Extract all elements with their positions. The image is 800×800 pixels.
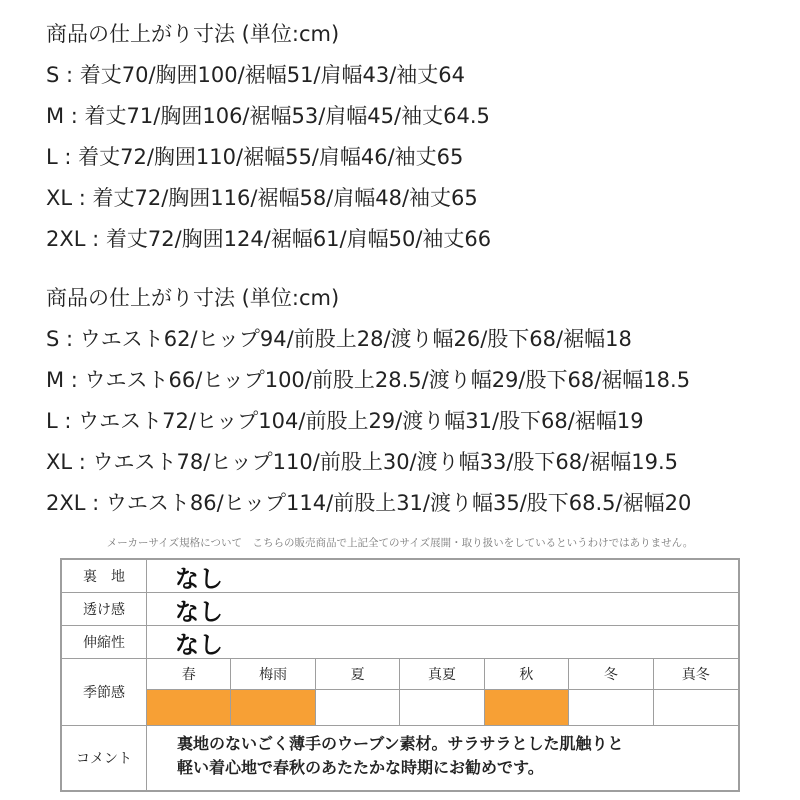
- season-mark-midwinter: [654, 690, 738, 725]
- pants-size-heading: 商品の仕上がり寸法 (単位:cm): [46, 286, 340, 310]
- lining-label: 裏 地: [62, 560, 147, 592]
- comment-line-2: 軽い着心地で春秋のあたたかな時期にお勧めです。: [177, 758, 544, 777]
- sheerness-label: 透け感: [62, 593, 147, 625]
- season-autumn: 秋: [485, 659, 569, 690]
- tops-size-row-2xl: 2XL : 着丈72/胸囲124/裾幅61/肩幅50/袖丈66: [46, 227, 492, 251]
- stretch-value: なし: [175, 630, 223, 659]
- season-mark-summer: [316, 690, 400, 725]
- comment-line-1: 裏地のないごく薄手のウーブン素材。サラサラとした肌触りと: [177, 734, 624, 753]
- season-spring: 春: [147, 659, 231, 690]
- tops-size-heading: 商品の仕上がり寸法 (単位:cm): [46, 22, 340, 46]
- season-grid: [147, 659, 738, 725]
- season-summer: 夏: [316, 659, 400, 690]
- season-label: 季節感: [62, 659, 147, 725]
- comment-text: [177, 732, 728, 780]
- lining-value: なし: [175, 564, 223, 593]
- pants-size-row-l: L : ウエスト72/ヒップ104/前股上29/渡り幅31/股下68/裾幅19: [46, 409, 644, 433]
- sheerness-value: なし: [175, 597, 223, 626]
- tops-size-row-l: L : 着丈72/胸囲110/裾幅55/肩幅46/袖丈65: [46, 145, 464, 169]
- tops-size-row-m: M : 着丈71/胸囲106/裾幅53/肩幅45/袖丈64.5: [46, 104, 490, 128]
- season-mark-autumn: [485, 690, 569, 725]
- season-mark-rainy: [231, 690, 315, 725]
- season-mark-winter: [569, 690, 653, 725]
- comment-row: [62, 726, 738, 790]
- maker-size-note: メーカーサイズ規格について こちらの販売商品で上記全てのサイズ展開・取り扱いをしているというわけではありません。: [106, 537, 694, 549]
- pants-size-row-m: M : ウエスト66/ヒップ100/前股上28.5/渡り幅29/股下68/裾幅18.5: [46, 368, 691, 392]
- lining-row: [62, 560, 738, 593]
- season-midsummer: 真夏: [400, 659, 484, 690]
- comment-label: コメント: [62, 726, 147, 790]
- season-midwinter: 真冬: [654, 659, 738, 690]
- sheerness-row: [62, 593, 738, 626]
- season-winter: 冬: [569, 659, 653, 690]
- season-mark-midsummer: [400, 690, 484, 725]
- season-mark-spring: [147, 690, 231, 725]
- pants-size-row-2xl: 2XL : ウエスト86/ヒップ114/前股上31/渡り幅35/股下68.5/裾幅20: [46, 491, 692, 515]
- pants-size-section: [46, 278, 691, 524]
- stretch-row: [62, 626, 738, 659]
- tops-size-section: [46, 14, 491, 260]
- tops-size-row-s: S : 着丈70/胸囲100/裾幅51/肩幅43/袖丈64: [46, 63, 466, 87]
- product-spec-table: [60, 558, 740, 792]
- stretch-label: 伸縮性: [62, 626, 147, 658]
- tops-size-row-xl: XL : 着丈72/胸囲116/裾幅58/肩幅48/袖丈65: [46, 186, 478, 210]
- season-row: [62, 659, 738, 726]
- pants-size-row-xl: XL : ウエスト78/ヒップ110/前股上30/渡り幅33/股下68/裾幅19.5: [46, 450, 678, 474]
- pants-size-row-s: S : ウエスト62/ヒップ94/前股上28/渡り幅26/股下68/裾幅18: [46, 327, 632, 351]
- season-rainy: 梅雨: [231, 659, 315, 690]
